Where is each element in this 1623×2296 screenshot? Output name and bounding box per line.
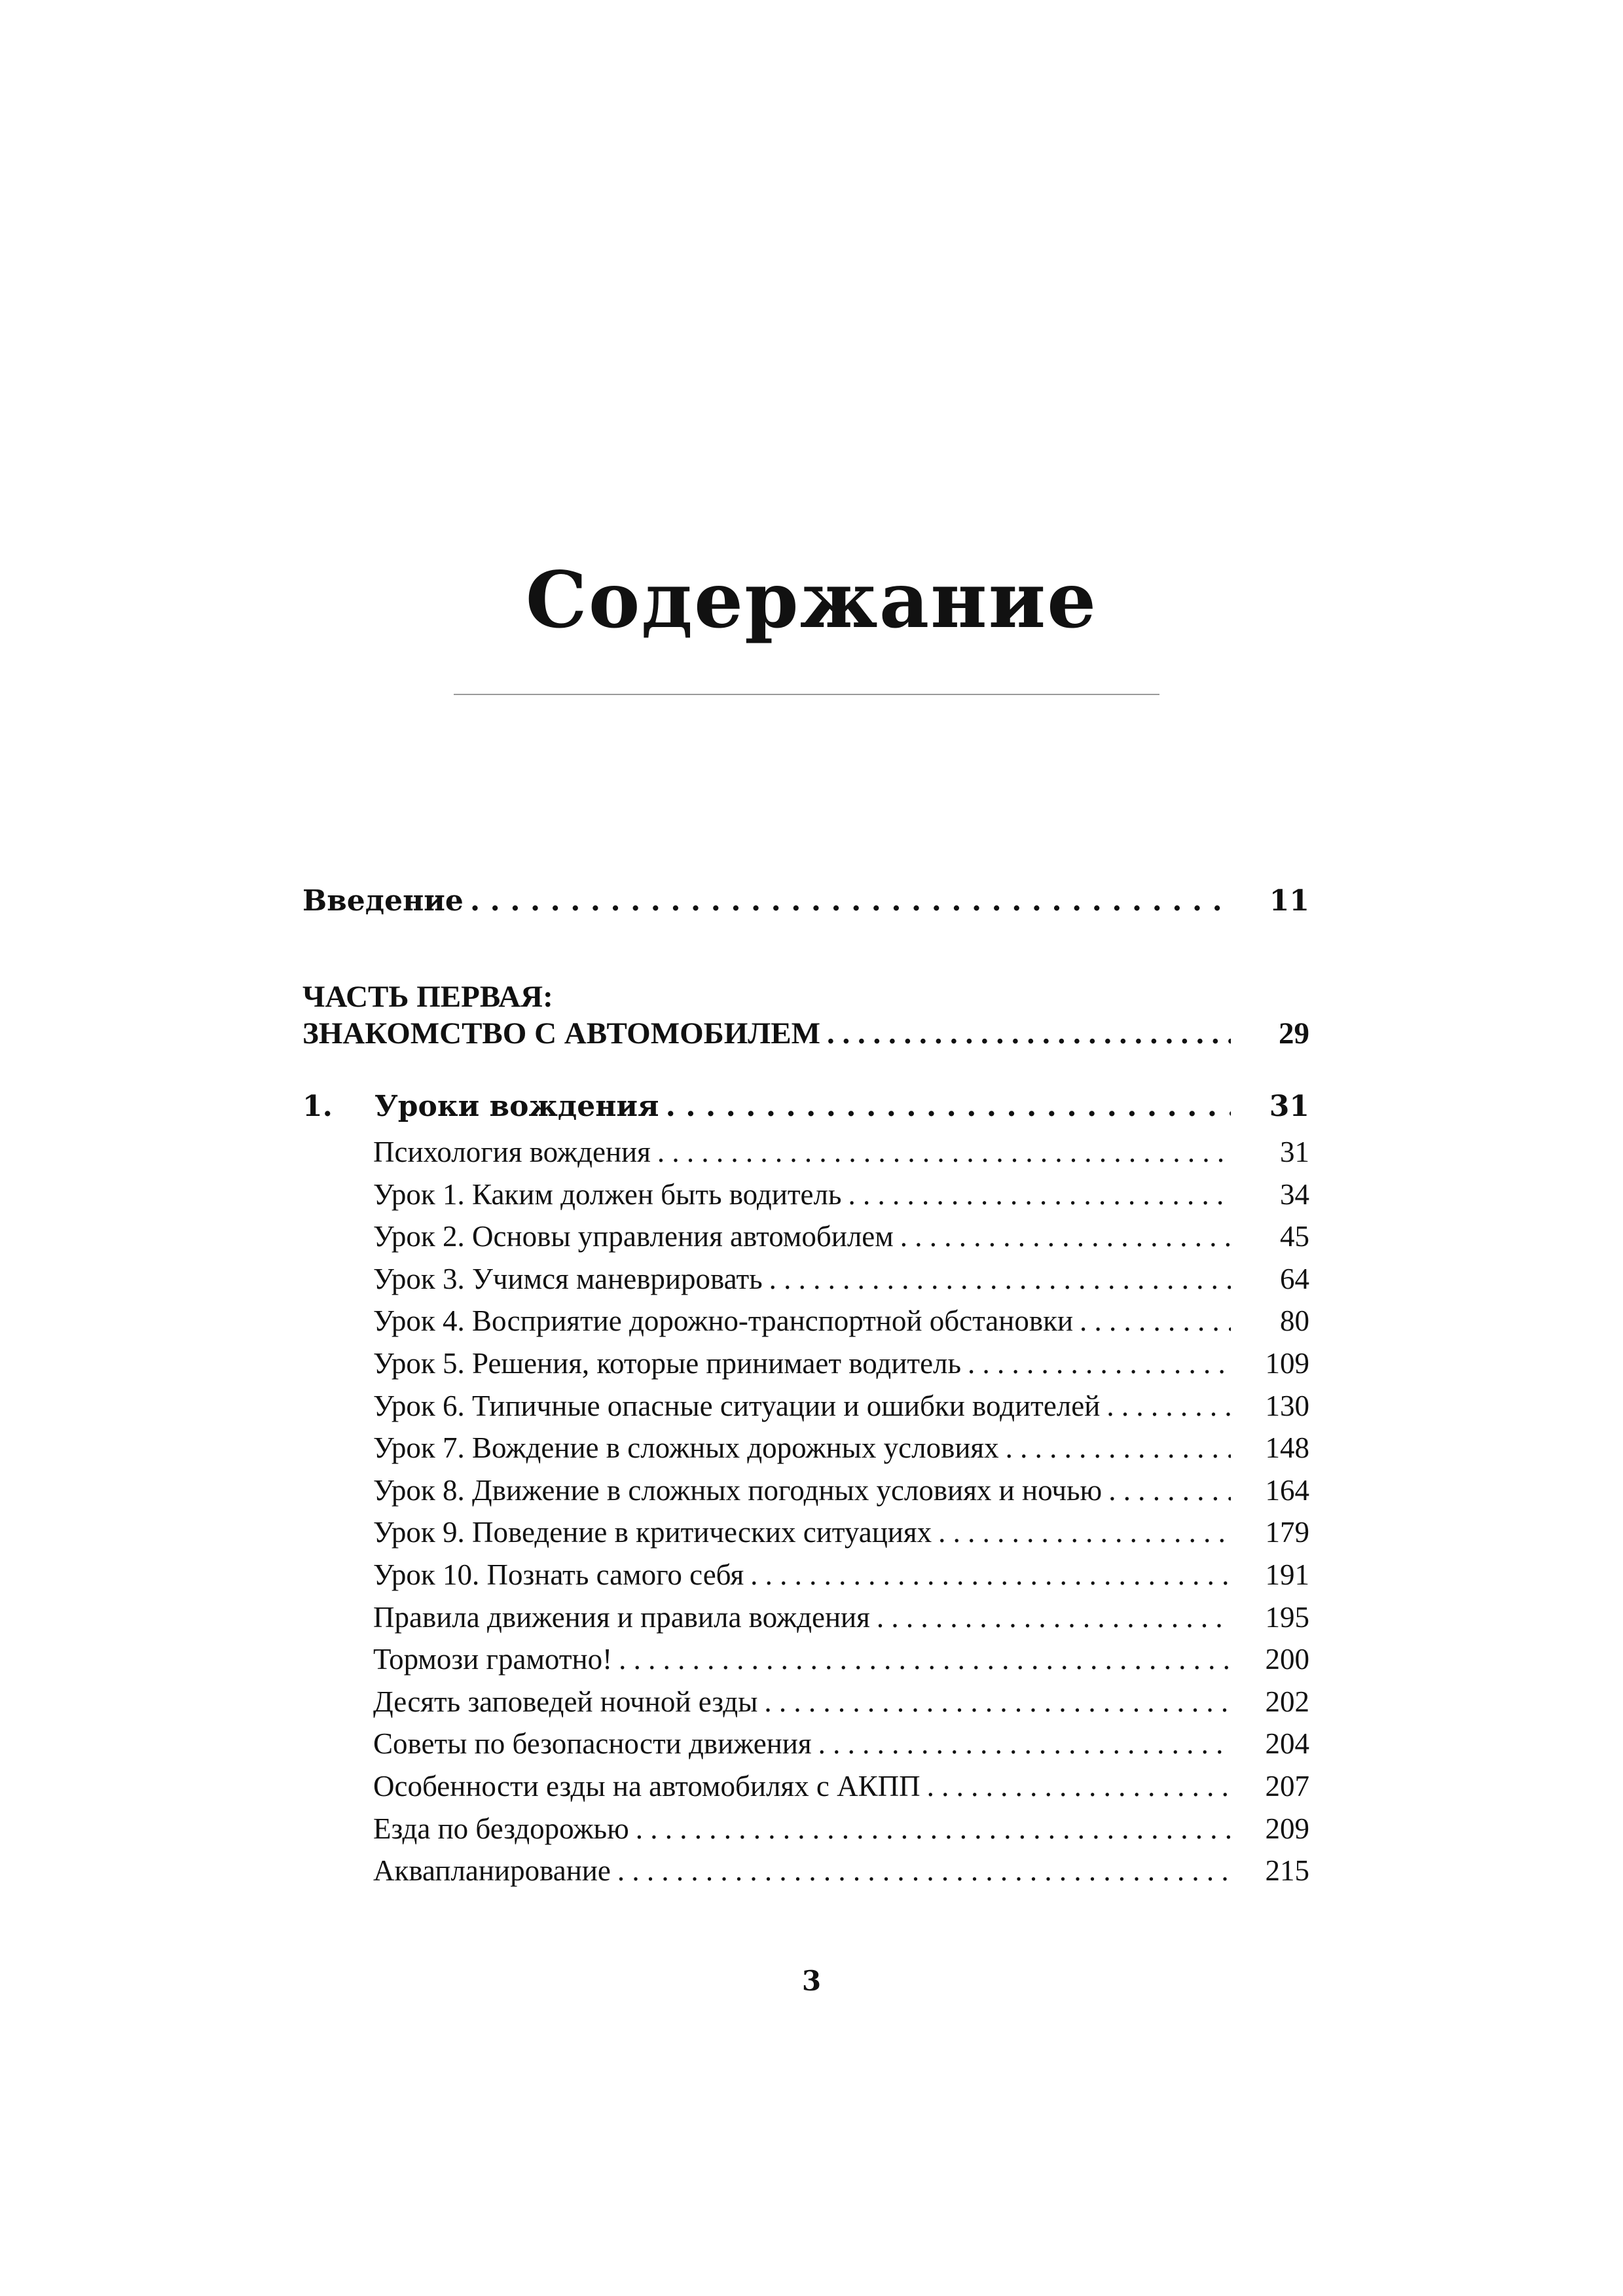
toc-entry-page: 195 xyxy=(1265,1600,1309,1634)
toc-entry-label: Тормози грамотно! xyxy=(373,1643,613,1676)
toc-entry-page: 64 xyxy=(1280,1262,1309,1295)
toc-entry-label: Советы по безопасности движения xyxy=(373,1727,812,1761)
leader-dots xyxy=(1080,1304,1231,1338)
toc-entry-label: Урок 2. Основы управления автомобилем xyxy=(373,1220,894,1253)
leader-dots xyxy=(666,1090,1231,1124)
toc-entry-page: 34 xyxy=(1280,1177,1309,1211)
page-title: Содержание xyxy=(525,554,1098,645)
toc-entry-page: 109 xyxy=(1265,1347,1309,1380)
toc-entry-section[interactable] xyxy=(373,1558,1309,1592)
leader-dots xyxy=(1108,1474,1231,1508)
toc-entry-section[interactable] xyxy=(373,1474,1309,1508)
chapter-number: 1. xyxy=(302,1090,333,1123)
toc-entry-label: Езда по бездорожью xyxy=(373,1812,629,1845)
toc-entry-section[interactable] xyxy=(373,1685,1309,1719)
toc-entry-section[interactable] xyxy=(373,1136,1309,1170)
toc-entry-label: Особенности езды на автомобилях с АКПП xyxy=(373,1770,921,1803)
toc-entry-label: Урок 10. Познать самого себя xyxy=(373,1558,744,1591)
leader-dots xyxy=(927,1770,1231,1804)
toc-entry-label: Урок 6. Типичные опасные ситуации и ошибки водителей xyxy=(373,1389,1101,1422)
toc-entry-section[interactable] xyxy=(373,1516,1309,1550)
leader-dots xyxy=(818,1727,1231,1761)
toc-entry-label: Урок 3. Учимся маневрировать xyxy=(373,1262,763,1295)
leader-dots xyxy=(769,1263,1231,1297)
toc-entry-section[interactable] xyxy=(373,1854,1309,1888)
toc-entry-page: 31 xyxy=(1280,1136,1309,1168)
page-number: 3 xyxy=(801,1965,822,1997)
leader-dots xyxy=(636,1812,1231,1846)
leader-dots xyxy=(617,1854,1231,1888)
toc-entry-section[interactable] xyxy=(373,1263,1309,1297)
toc-entry-label: Аквапланирование xyxy=(373,1854,611,1888)
toc-entry-section[interactable] xyxy=(373,1220,1309,1254)
toc-entry-intro[interactable] xyxy=(302,885,1309,918)
leader-dots xyxy=(764,1685,1231,1719)
leader-dots xyxy=(968,1347,1231,1381)
leader-dots xyxy=(827,1016,1231,1051)
toc-entry-section[interactable] xyxy=(373,1643,1309,1677)
toc-entry-page: 164 xyxy=(1265,1473,1309,1507)
toc-entry-page: 200 xyxy=(1265,1643,1309,1676)
toc-entry-page: 130 xyxy=(1265,1389,1309,1422)
toc-entry-page: 191 xyxy=(1265,1558,1309,1591)
toc-entry-page: 29 xyxy=(1279,1016,1309,1050)
leader-dots xyxy=(938,1516,1231,1550)
toc-entry-section[interactable] xyxy=(373,1431,1309,1465)
toc-entry-page: 202 xyxy=(1265,1685,1309,1718)
toc-entry-label: Урок 5. Решения, которые принимает водитель xyxy=(373,1347,962,1380)
toc-entry-page: 215 xyxy=(1265,1854,1309,1888)
leader-dots xyxy=(619,1643,1231,1677)
toc-entry-page: 80 xyxy=(1280,1304,1309,1338)
leader-dots xyxy=(750,1558,1231,1592)
table-of-contents xyxy=(302,0,1309,2296)
toc-entry-part-one[interactable] xyxy=(302,1016,1309,1051)
toc-entry-label: Уроки вождения xyxy=(374,1090,659,1123)
toc-entry-page: 207 xyxy=(1265,1770,1309,1803)
toc-entry-label: Урок 7. Вождение в сложных дорожных условиях xyxy=(373,1431,999,1465)
toc-entry-label: Правила движения и правила вождения xyxy=(373,1600,870,1634)
toc-entry-section[interactable] xyxy=(373,1304,1309,1338)
leader-dots xyxy=(470,885,1231,918)
toc-entry-page: 31 xyxy=(1269,1090,1309,1123)
toc-entry-page: 45 xyxy=(1280,1220,1309,1253)
toc-entry-section[interactable] xyxy=(373,1178,1309,1212)
toc-entry-section[interactable] xyxy=(373,1727,1309,1761)
toc-entry-label: ЗНАКОМСТВО С АВТОМОБИЛЕМ xyxy=(302,1016,821,1050)
toc-entry-page: 179 xyxy=(1265,1516,1309,1549)
toc-entry-section[interactable] xyxy=(373,1347,1309,1381)
toc-entry-label: Урок 9. Поведение в критических ситуациях xyxy=(373,1516,932,1549)
toc-entry-chapter-1[interactable] xyxy=(302,1090,1309,1124)
toc-entry-label: Урок 8. Движение в сложных погодных условиях и ночью xyxy=(373,1473,1103,1507)
toc-entry-page: 209 xyxy=(1265,1812,1309,1845)
toc-entry-section[interactable] xyxy=(373,1770,1309,1804)
toc-entry-section[interactable] xyxy=(373,1601,1309,1635)
toc-entry-label: Психология вождения xyxy=(373,1136,651,1168)
toc-entry-page: 11 xyxy=(1269,884,1309,918)
toc-entry-label: Десять заповедей ночной езды xyxy=(373,1685,758,1718)
toc-entry-section[interactable] xyxy=(373,1812,1309,1846)
toc-entry-label: Введение xyxy=(302,884,464,918)
leader-dots xyxy=(848,1178,1231,1212)
toc-entry-page: 148 xyxy=(1265,1431,1309,1465)
toc-entry-label: Урок 4. Восприятие дорожно-транспортной обстановки xyxy=(373,1304,1074,1338)
toc-entry-page: 204 xyxy=(1265,1727,1309,1761)
part-heading: ЧАСТЬ ПЕРВАЯ: xyxy=(302,980,553,1014)
leader-dots xyxy=(657,1136,1231,1170)
toc-entry-label: Урок 1. Каким должен быть водитель xyxy=(373,1177,842,1211)
leader-dots xyxy=(1006,1431,1231,1465)
leader-dots xyxy=(877,1601,1231,1635)
leader-dots xyxy=(900,1220,1231,1254)
leader-dots xyxy=(1106,1390,1231,1424)
toc-entry-section[interactable] xyxy=(373,1390,1309,1424)
